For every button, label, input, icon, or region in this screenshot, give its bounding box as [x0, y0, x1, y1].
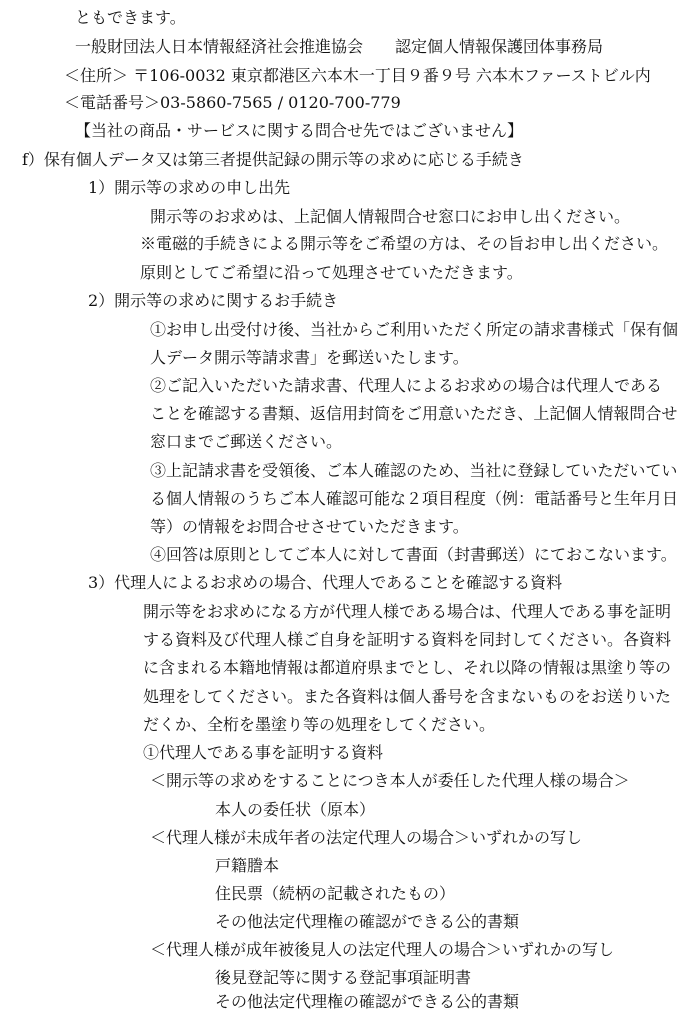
- text-line: に含まれる本籍地情報は都道府県までとし、それ以降の情報は黒塗り等の: [143, 658, 672, 677]
- text-line: 開示等のお求めは、上記個人情報問合せ窓口にお申し出ください。: [150, 207, 631, 226]
- text-line: ＜電話番号＞03-5860-7565 / 0120-700-779: [64, 93, 401, 112]
- text-line: ※電磁的手続きによる開示等をご希望の方は、その旨お申し出ください。: [140, 234, 669, 253]
- text-line: その他法定代理権の確認ができる公的書類: [215, 912, 520, 931]
- text-line: ＜代理人様が未成年者の法定代理人の場合＞いずれかの写し: [150, 828, 583, 847]
- text-line: ことを確認する書類、返信用封筒をご用意いただき、上記個人情報問合せ: [150, 404, 678, 423]
- text-line: る個人情報のうちご本人確認可能な２項目程度（例：電話番号と生年月日: [150, 489, 679, 508]
- text-line: 1）開示等の求めの申し出先: [88, 178, 291, 197]
- text-line: する資料及び代理人様ご自身を証明する資料を同封してください。各資料: [143, 630, 672, 649]
- text-line: ＜開示等の求めをすることにつき本人が委任した代理人様の場合＞: [150, 771, 630, 790]
- text-line: f）保有個人データ又は第三者提供記録の開示等の求めに応じる手続き: [22, 150, 524, 169]
- text-line: ＜代理人様が成年被後見人の法定代理人の場合＞いずれかの写し: [150, 940, 615, 959]
- text-line: 3）代理人によるお求めの場合、代理人であることを確認する資料: [88, 573, 563, 592]
- text-line: 人データ開示等請求書」を郵送いたします。: [150, 348, 469, 367]
- text-line: 本人の委任状（原本）: [215, 800, 376, 819]
- text-line: ②ご記入いただいた請求書、代理人によるお求めの場合は代理人である: [150, 376, 663, 395]
- text-line: ③上記請求書を受領後、ご本人確認のため、当社に登録していただいてい: [150, 461, 678, 480]
- text-line: だくか、全桁を墨塗り等の処理をしてください。: [143, 715, 496, 734]
- text-line: 原則としてご希望に沿って処理させていただきます。: [140, 263, 523, 282]
- text-line: ①お申し出受付け後、当社からご利用いただく所定の請求書様式「保有個: [150, 320, 679, 339]
- text-line: 【当社の商品・サービスに関する問合せ先ではございません】: [75, 121, 524, 140]
- text-line: 窓口までご郵送ください。: [150, 432, 343, 451]
- text-line: ①代理人である事を証明する資料: [143, 743, 384, 762]
- text-line: 一般財団法人日本情報経済社会推進協会 認定個人情報保護団体事務局: [75, 37, 604, 56]
- text-line: 2）開示等の求めに関するお手続き: [88, 291, 339, 310]
- text-line: 戸籍謄本: [215, 856, 280, 875]
- text-line: 住民票（続柄の記載されたもの）: [215, 884, 456, 903]
- text-line: 処理をしてください。また各資料は個人番号を含まないものをお送りいた: [143, 687, 672, 706]
- text-line: 等）の情報をお問合せさせていただきます。: [150, 517, 469, 536]
- text-line: 後見登記等に関する登記事項証明書: [215, 968, 472, 987]
- text-line: 開示等をお求めになる方が代理人様である場合は、代理人である事を証明: [143, 602, 672, 621]
- text-line: その他法定代理権の確認ができる公的書類: [215, 992, 520, 1011]
- text-line: ＜住所＞ 〒106-0032 東京都港区六本木一丁目９番９号 六本木ファーストビル内: [64, 66, 651, 85]
- text-line: ④回答は原則としてご本人に対して書面（封書郵送）にておこないます。: [150, 545, 677, 564]
- text-line: ともできます。: [75, 8, 186, 27]
